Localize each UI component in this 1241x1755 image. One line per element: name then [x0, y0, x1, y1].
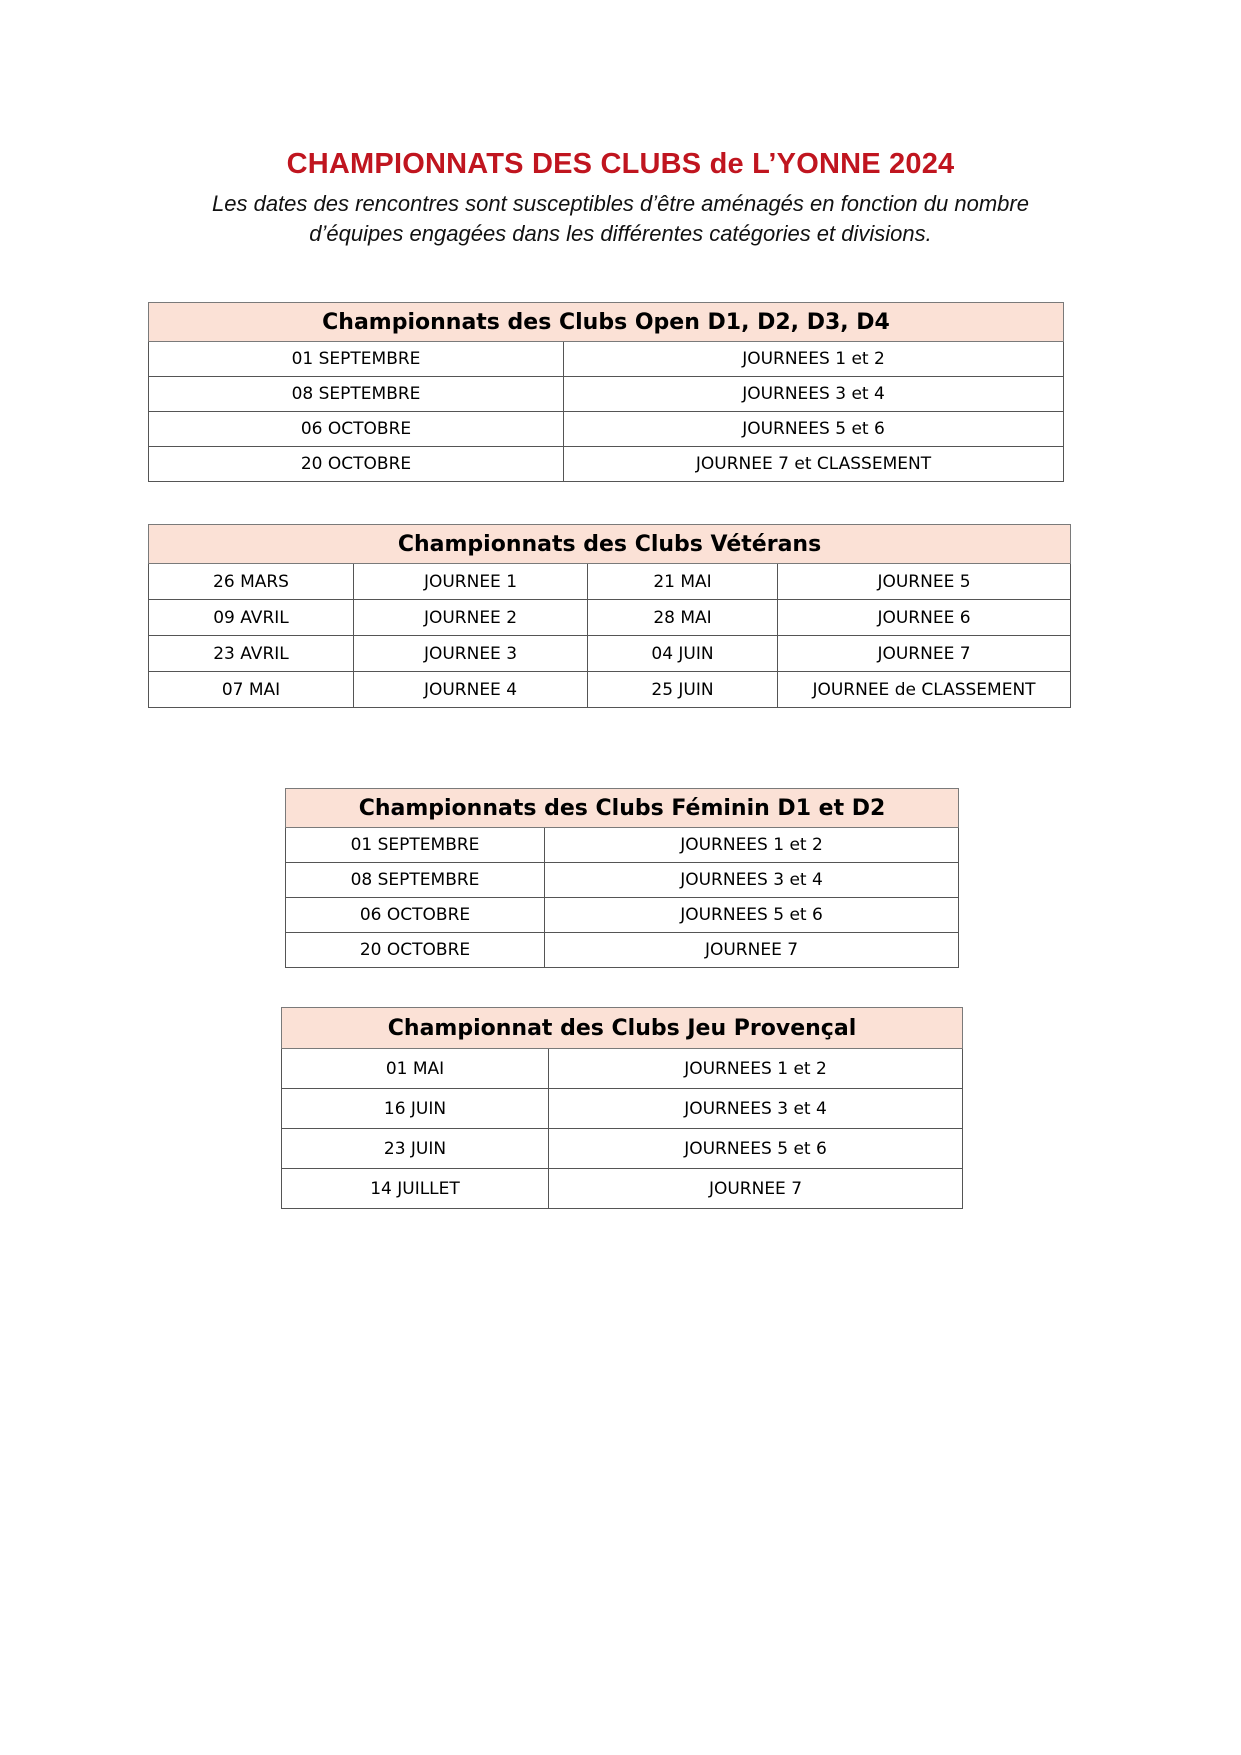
- table-row: [149, 600, 1071, 636]
- table-row: [286, 898, 959, 933]
- date-cell: 01 MAI: [282, 1049, 549, 1089]
- date-cell: 23 JUIN: [282, 1129, 549, 1169]
- date-cell: 21 MAI: [588, 564, 778, 600]
- page-title: CHAMPIONNATS DES CLUBS de L’YONNE 2024: [286, 148, 955, 180]
- table-row: [286, 863, 959, 898]
- date-cell: 06 OCTOBRE: [286, 898, 545, 933]
- event-cell: JOURNEES 5 et 6: [545, 898, 959, 933]
- feminin-schedule-table: [285, 788, 959, 968]
- event-cell: JOURNEES 3 et 4: [564, 377, 1064, 412]
- event-cell: JOURNEE 2: [354, 600, 588, 636]
- date-cell: 25 JUIN: [588, 672, 778, 708]
- table-row: [282, 1129, 963, 1169]
- veterans-table-title: Championnats des Clubs Vétérans: [149, 525, 1071, 564]
- date-cell: 04 JUIN: [588, 636, 778, 672]
- date-cell: 01 SEPTEMBRE: [149, 342, 564, 377]
- event-cell: JOURNEE 4: [354, 672, 588, 708]
- table-row: [286, 828, 959, 863]
- provencal-schedule-table: [281, 1007, 963, 1209]
- event-cell: JOURNEES 3 et 4: [549, 1089, 963, 1129]
- veterans-schedule-table: [148, 524, 1071, 708]
- date-cell: 01 SEPTEMBRE: [286, 828, 545, 863]
- date-cell: 14 JUILLET: [282, 1169, 549, 1209]
- open-table-title: Championnats des Clubs Open D1, D2, D3, D4: [149, 303, 1064, 342]
- event-cell: JOURNEE 6: [778, 600, 1071, 636]
- table-row: [149, 447, 1064, 482]
- table-row: [286, 933, 959, 968]
- date-cell: 07 MAI: [149, 672, 354, 708]
- event-cell: JOURNEE 7: [545, 933, 959, 968]
- table-row: [149, 377, 1064, 412]
- event-cell: JOURNEES 5 et 6: [549, 1129, 963, 1169]
- subtitle-line-1: Les dates des rencontres sont susceptibles d’être aménagés en fonction du nombre: [212, 191, 1029, 216]
- date-cell: 16 JUIN: [282, 1089, 549, 1129]
- event-cell: JOURNEES 1 et 2: [564, 342, 1064, 377]
- event-cell: JOURNEES 1 et 2: [549, 1049, 963, 1089]
- table-row: [282, 1169, 963, 1209]
- event-cell: JOURNEES 5 et 6: [564, 412, 1064, 447]
- page-subtitle: [0, 189, 1241, 249]
- date-cell: 26 MARS: [149, 564, 354, 600]
- table-row: [149, 412, 1064, 447]
- table-row: [149, 342, 1064, 377]
- date-cell: 08 SEPTEMBRE: [286, 863, 545, 898]
- event-cell: JOURNEE 7: [778, 636, 1071, 672]
- table-row: [282, 1089, 963, 1129]
- event-cell: JOURNEE 5: [778, 564, 1071, 600]
- event-cell: JOURNEE 7: [549, 1169, 963, 1209]
- table-row: [282, 1049, 963, 1089]
- date-cell: 09 AVRIL: [149, 600, 354, 636]
- event-cell: JOURNEE 1: [354, 564, 588, 600]
- feminin-table-title: Championnats des Clubs Féminin D1 et D2: [286, 789, 959, 828]
- date-cell: 20 OCTOBRE: [286, 933, 545, 968]
- subtitle-line-2: d’équipes engagées dans les différentes catégories et divisions.: [309, 221, 932, 246]
- event-cell: JOURNEE de CLASSEMENT: [778, 672, 1071, 708]
- table-row: [149, 564, 1071, 600]
- date-cell: 06 OCTOBRE: [149, 412, 564, 447]
- event-cell: JOURNEE 7 et CLASSEMENT: [564, 447, 1064, 482]
- event-cell: JOURNEE 3: [354, 636, 588, 672]
- date-cell: 20 OCTOBRE: [149, 447, 564, 482]
- open-schedule-table: [148, 302, 1064, 482]
- table-row: [149, 672, 1071, 708]
- event-cell: JOURNEES 3 et 4: [545, 863, 959, 898]
- date-cell: 23 AVRIL: [149, 636, 354, 672]
- date-cell: 28 MAI: [588, 600, 778, 636]
- provencal-table-title: Championnat des Clubs Jeu Provençal: [282, 1008, 963, 1049]
- table-row: [149, 636, 1071, 672]
- date-cell: 08 SEPTEMBRE: [149, 377, 564, 412]
- event-cell: JOURNEES 1 et 2: [545, 828, 959, 863]
